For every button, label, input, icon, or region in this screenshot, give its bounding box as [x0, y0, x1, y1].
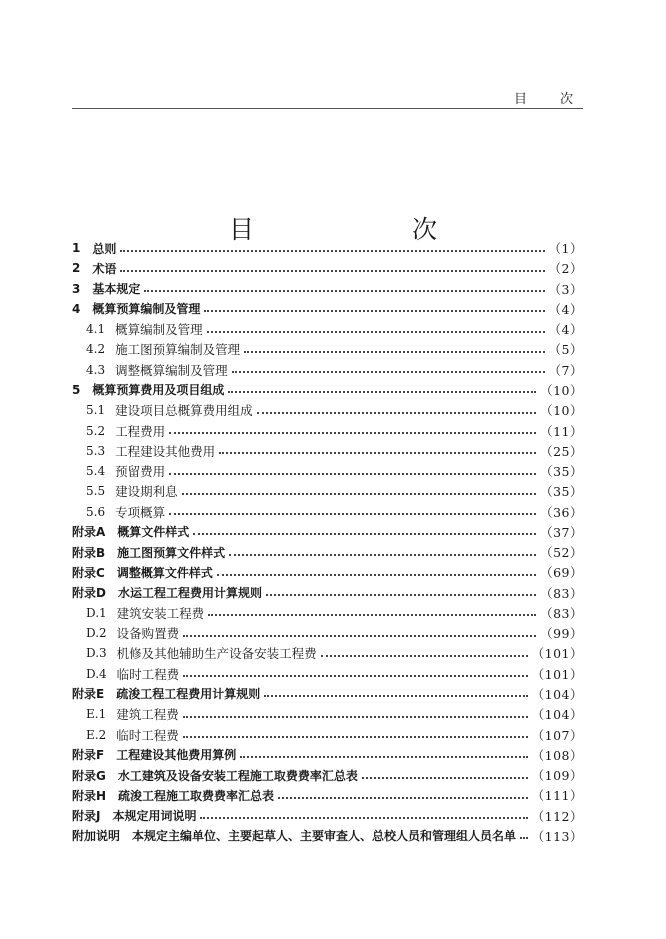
toc-entry-page: （35） [540, 484, 583, 500]
toc-entry-page: （104） [531, 707, 583, 723]
toc-entry-title: 疏浚工程施工取费费率汇总表 [118, 788, 275, 803]
toc-entry-number: 附录D [72, 586, 106, 601]
toc-entry-page: （101） [531, 646, 583, 662]
toc-entry[interactable] [72, 603, 583, 623]
toc-entry-title: 建筑安装工程费 [116, 605, 205, 621]
dot-leader [183, 715, 528, 718]
toc-entry-page: （35） [540, 464, 583, 480]
toc-entry-page: （104） [531, 686, 583, 702]
toc-entry-page: （112） [531, 808, 583, 824]
toc-entry[interactable] [72, 360, 583, 380]
toc-entry-number: E.1 [86, 707, 107, 722]
toc-entry-title: 设备购置费 [116, 626, 180, 642]
toc-entry-number: 1 [72, 241, 81, 256]
toc-entry-number: 5.2 [86, 423, 106, 438]
toc-entry-number: 4 [72, 301, 81, 316]
dot-leader [362, 776, 528, 779]
toc-entry-number: 附录H [72, 788, 107, 803]
toc-entry[interactable] [72, 562, 583, 582]
toc-entry-title: 概算编制及管理 [115, 322, 203, 338]
toc-entry-number: 3 [72, 281, 81, 296]
toc-entry-number: D.4 [86, 666, 107, 681]
toc-entry-page: （52） [540, 545, 583, 561]
toc-entry[interactable] [72, 238, 583, 258]
toc-entry-number: 附录B [72, 545, 106, 560]
toc-entry-page: （4） [548, 301, 583, 317]
toc-entry-number: 5.3 [86, 443, 106, 458]
toc-entry-page: （2） [548, 261, 583, 277]
toc-entry-page: （113） [531, 828, 583, 844]
dot-leader [257, 411, 536, 414]
toc-entry[interactable] [72, 542, 583, 562]
toc-entry-title: 本规定主编单位、主要起草人、主要审查人、总校人员和管理组人员名单 [132, 829, 517, 844]
toc-entry-page: （10） [540, 403, 583, 419]
toc-entry-page: （99） [540, 626, 583, 642]
toc-entry-title: 概算预算编制及管理 [92, 302, 201, 317]
toc-entry-number: 4.1 [86, 322, 106, 337]
toc-entry-page: （1） [548, 241, 583, 257]
dot-leader [183, 735, 528, 738]
toc-entry-page: （11） [540, 423, 583, 439]
dot-leader [207, 330, 545, 333]
toc-entry-title: 临时工程费 [116, 666, 180, 682]
toc-entry-page: （3） [548, 281, 583, 297]
dot-leader [120, 269, 544, 272]
toc-entry-page: （36） [540, 504, 583, 520]
toc-entry-page: （83） [540, 585, 583, 601]
toc-entry-number: 5.5 [86, 484, 106, 499]
toc-entry[interactable] [72, 643, 583, 663]
toc-entry-title: 预留费用 [115, 464, 166, 480]
toc-entry-number: 5 [72, 382, 81, 397]
toc-entry-page: （108） [531, 747, 583, 763]
toc-entry-title: 施工图预算编制及管理 [115, 342, 241, 358]
toc-entry-page: （7） [548, 362, 583, 378]
dot-leader [229, 553, 536, 556]
toc-entry-page: （4） [548, 322, 583, 338]
toc-entry-page: （111） [531, 788, 583, 804]
toc-entry[interactable] [72, 461, 583, 481]
toc-entry[interactable] [72, 724, 583, 744]
toc-entry-number: 4.2 [86, 342, 106, 357]
toc-entry-title: 机修及其他辅助生产设备安装工程费 [116, 646, 317, 662]
toc-entry[interactable] [72, 583, 583, 603]
toc-entry-number: 附录C [72, 565, 105, 580]
toc-entry-number: 附录E [72, 687, 105, 702]
toc-entry[interactable] [72, 684, 583, 704]
toc-entry[interactable] [72, 380, 583, 400]
dot-leader [240, 755, 527, 758]
toc-entry[interactable] [72, 745, 583, 765]
dot-leader [182, 492, 536, 495]
toc-entry-number: D.1 [86, 605, 107, 620]
dot-leader [219, 451, 536, 454]
dot-leader [169, 431, 536, 434]
dot-leader [321, 654, 528, 657]
dot-leader [232, 370, 545, 373]
toc-entry-title: 概算文件样式 [117, 525, 190, 540]
toc-entry-number: 5.6 [86, 504, 106, 519]
toc-entry[interactable] [72, 623, 583, 643]
dot-leader [228, 390, 536, 393]
toc-entry-title: 调整概算编制及管理 [115, 362, 228, 378]
toc-entry-title: 工程建设其他费用 [115, 443, 216, 459]
dot-leader [183, 634, 536, 637]
toc-entry-title: 调整概算文件样式 [116, 565, 213, 580]
toc-entry[interactable] [72, 400, 583, 420]
toc-entry-number: 5.4 [86, 464, 106, 479]
toc-entry-page: （83） [540, 605, 583, 621]
toc-entry-number: 5.1 [86, 403, 106, 418]
dot-leader [144, 289, 544, 292]
toc-entry-number: 附录G [72, 768, 106, 783]
toc-entry[interactable] [72, 805, 583, 825]
toc-entry[interactable] [72, 420, 583, 440]
toc-entry-title: 水工建筑及设备安装工程施工取费费率汇总表 [117, 768, 358, 783]
toc-entry-title: 概算预算费用及项目组成 [92, 383, 225, 398]
toc-entry[interactable] [72, 522, 583, 542]
toc-entry-page: （37） [540, 524, 583, 540]
toc-entry-number: E.2 [86, 727, 107, 742]
toc-entry-number: D.2 [86, 626, 107, 641]
toc-entry-page: （107） [531, 727, 583, 743]
toc-entry-number: D.3 [86, 646, 107, 661]
toc-entry[interactable] [72, 704, 583, 724]
toc-entry[interactable] [72, 501, 583, 521]
toc-entry-number: 附录J [72, 809, 101, 824]
toc-entry[interactable] [72, 339, 583, 359]
table-of-contents [72, 238, 583, 846]
toc-entry-title: 水运工程工程费用计算规则 [117, 586, 262, 601]
toc-entry[interactable] [72, 785, 583, 805]
dot-leader [264, 694, 527, 697]
toc-entry-title: 基本规定 [92, 282, 141, 297]
toc-entry-number: 4.3 [86, 362, 106, 377]
dot-leader [169, 472, 536, 475]
toc-entry-title: 施工图预算文件样式 [117, 545, 226, 560]
toc-entry-page: （101） [531, 666, 583, 682]
toc-entry-page: （10） [540, 382, 583, 398]
page-title: 目 次 [228, 214, 473, 244]
toc-entry[interactable] [72, 319, 583, 339]
toc-entry[interactable] [72, 664, 583, 684]
toc-entry-number: 附录A [72, 525, 106, 540]
dot-leader [193, 532, 536, 535]
toc-entry[interactable] [72, 258, 583, 278]
dot-leader [266, 593, 536, 596]
toc-entry[interactable] [72, 441, 583, 461]
toc-entry-title: 建筑工程费 [116, 707, 179, 723]
dot-leader [208, 613, 536, 616]
toc-entry-title: 本规定用词说明 [112, 809, 197, 824]
toc-entry[interactable] [72, 279, 583, 299]
toc-entry-number: 附加说明 [72, 829, 121, 844]
dot-leader [278, 796, 528, 799]
dot-leader [204, 309, 544, 312]
toc-entry-page: （69） [540, 565, 583, 581]
header-rule [72, 108, 583, 109]
toc-entry-title: 总则 [92, 241, 117, 256]
dot-leader [120, 249, 544, 252]
dot-leader [520, 836, 528, 839]
toc-entry[interactable] [72, 481, 583, 501]
toc-entry-title: 专项概算 [115, 504, 166, 520]
dot-leader [217, 573, 536, 576]
toc-entry-page: （5） [548, 342, 583, 358]
toc-entry-title: 建设期利息 [115, 484, 178, 500]
toc-entry-title: 建设项目总概算费用组成 [115, 403, 253, 419]
toc-entry-title: 工程费用 [115, 423, 166, 439]
toc-entry-number: 2 [72, 261, 81, 276]
dot-leader [169, 512, 536, 515]
dot-leader [183, 674, 527, 677]
toc-entry-page: （25） [540, 443, 583, 459]
toc-entry-title: 临时工程费 [116, 727, 179, 743]
toc-entry[interactable] [72, 765, 583, 785]
toc-entry-number: 附录F [72, 748, 105, 763]
toc-entry-page: （109） [531, 768, 583, 784]
toc-entry[interactable] [72, 826, 583, 846]
toc-entry-title: 工程建设其他费用算例 [116, 748, 237, 763]
toc-entry-title: 疏浚工程工程费用计算规则 [116, 687, 261, 702]
dot-leader [244, 350, 544, 353]
toc-entry-title: 术语 [92, 261, 117, 276]
running-header: 目 次 [513, 92, 583, 107]
dot-leader [200, 816, 527, 819]
toc-entry[interactable] [72, 299, 583, 319]
